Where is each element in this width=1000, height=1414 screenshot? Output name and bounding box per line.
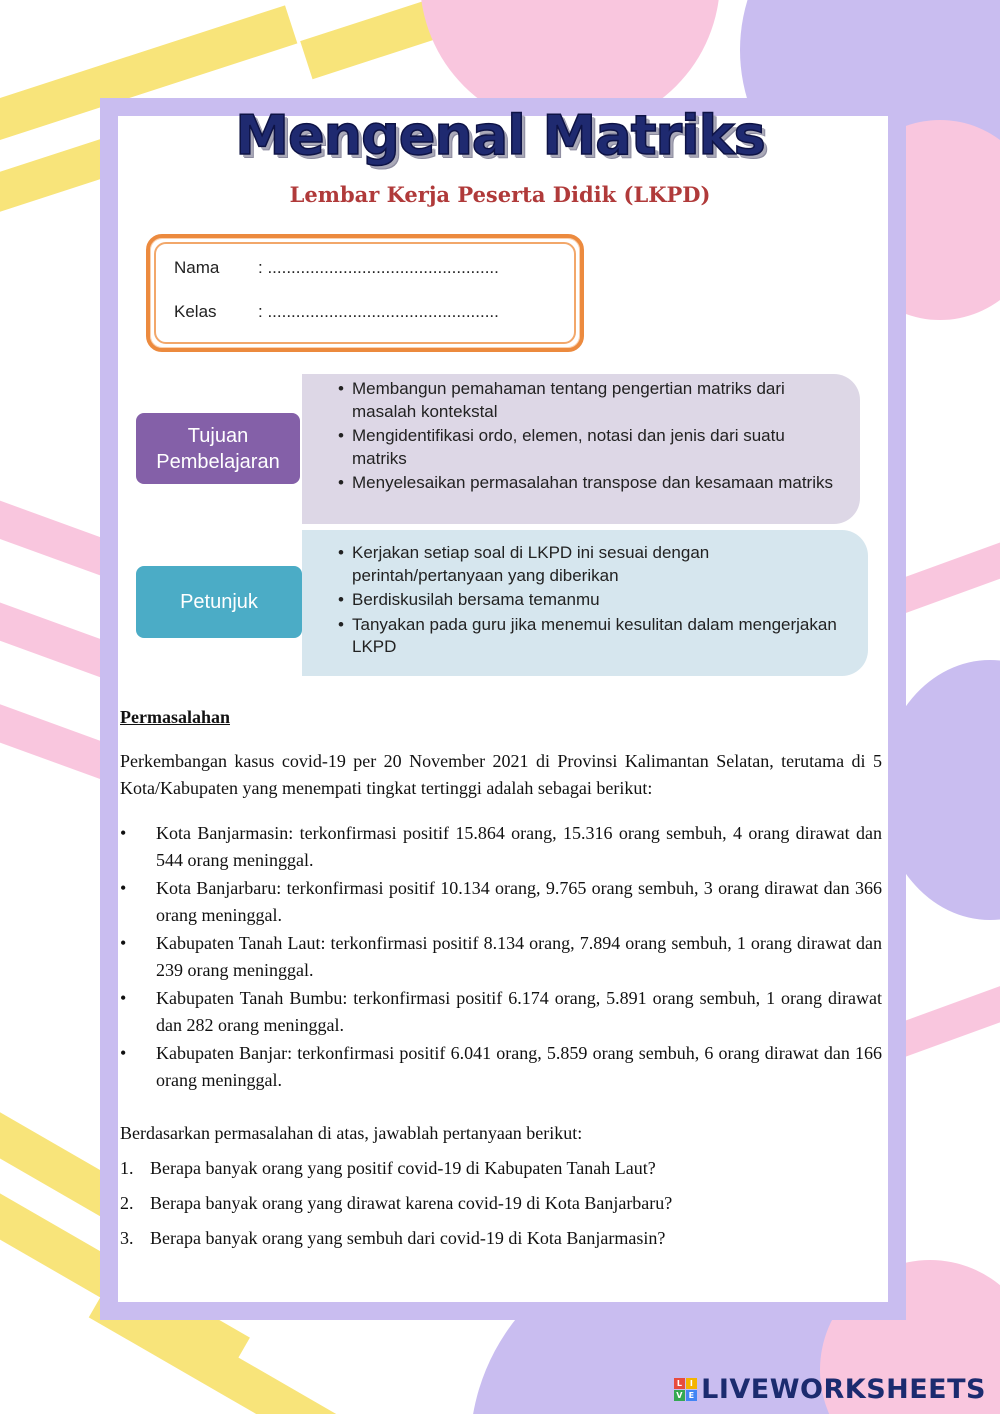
region-list-wrapper [120,820,882,1095]
page-title: Mengenal Matriks [235,104,765,167]
objective-item: • Mengidentifikasi ordo, elemen, notasi dan jenis dari suatu matriks [336,425,840,470]
question-list [120,1155,882,1252]
question-text: Berapa banyak orang yang positif covid-19 di Kabupaten Tanah Laut? [150,1158,656,1178]
instruction-item: • Berdiskusilah bersama temanmu [336,589,848,612]
objective-item: • Menyelesaikan permasalahan transpose dan kesamaan matriks [336,472,840,495]
instructions-list [336,542,848,659]
problem-intro: Perkembangan kasus covid-19 per 20 November 2021 di Provinsi Kalimantan Selatan, terutama di 5 Kota/Kabupaten yang menempati tingkat tertinggi adalah sebagai berikut: [120,751,882,798]
instruction-item: • Kerjakan setiap soal di LKPD ini sesuai dengan perintah/pertanyaan yang diberikan [336,542,848,587]
instruction-item: • Tanyakan pada guru jika menemui kesulitan dalam mengerjakan LKPD [336,614,848,659]
question-item [120,1190,882,1217]
class-label: Kelas [174,302,217,321]
class-row[interactable] [174,302,499,322]
region-item: • Kabupaten Tanah Laut: terkonfirmasi positif 8.134 orang, 7.894 orang sembuh, 1 orang dirawat dan 239 orang meninggal. [120,930,882,984]
region-item: • Kabupaten Tanah Bumbu: terkonfirmasi positif 6.174 orang, 5.891 orang sembuh, 1 orang dirawat dan 282 orang meninggal. [120,985,882,1039]
question-number: 3. [120,1228,134,1248]
brand-text: LIVEWORKSHEETS [701,1374,986,1405]
question-list-wrapper [120,1155,882,1260]
question-number: 2. [120,1193,134,1213]
name-field[interactable]: : ................................................. [258,258,499,277]
liveworksheets-logo-icon [674,1378,697,1401]
region-list [120,820,882,1094]
region-item: • Kabupaten Banjar: terkonfirmasi positif 6.041 orang, 5.859 orang sembuh, 6 orang dirawat dan 166 orang meninggal. [120,1040,882,1094]
page-subtitle: Lembar Kerja Peserta Didik (LKPD) [289,182,711,207]
objectives-list [336,378,840,495]
instructions-tag: Petunjuk [136,566,302,638]
logo-letter: I [686,1378,697,1389]
region-item: • Kota Banjarmasin: terkonfirmasi positif 15.864 orang, 15.316 orang sembuh, 4 orang dirawat dan 544 orang meninggal. [120,820,882,874]
logo-letter: E [686,1390,697,1401]
logo-letter: V [674,1390,685,1401]
problem-heading: Permasalahan [120,707,230,727]
question-item [120,1225,882,1252]
question-text: Berapa banyak orang yang sembuh dari covid-19 di Kota Banjarmasin? [150,1228,666,1248]
question-item [120,1155,882,1182]
question-number: 1. [120,1158,134,1178]
objectives-tag: Tujuan Pembelajaran [136,413,300,484]
logo-letter: L [674,1378,685,1389]
question-text: Berapa banyak orang yang dirawat karena covid-19 di Kota Banjarbaru? [150,1193,673,1213]
name-row[interactable] [174,258,499,278]
identity-box [146,234,584,352]
question-intro: Berdasarkan permasalahan di atas, jawablah pertanyaan berikut: [120,1123,583,1143]
objectives-panel [302,374,860,524]
name-label: Nama [174,258,220,277]
instructions-panel [302,530,868,676]
objective-item: • Membangun pemahaman tentang pengertian matriks dari masalah kontekstal [336,378,840,423]
region-item: • Kota Banjarbaru: terkonfirmasi positif 10.134 orang, 9.765 orang sembuh, 3 orang dirawat dan 366 orang meninggal. [120,875,882,929]
class-field[interactable]: : ................................................. [258,302,499,321]
liveworksheets-brand[interactable] [674,1374,986,1405]
